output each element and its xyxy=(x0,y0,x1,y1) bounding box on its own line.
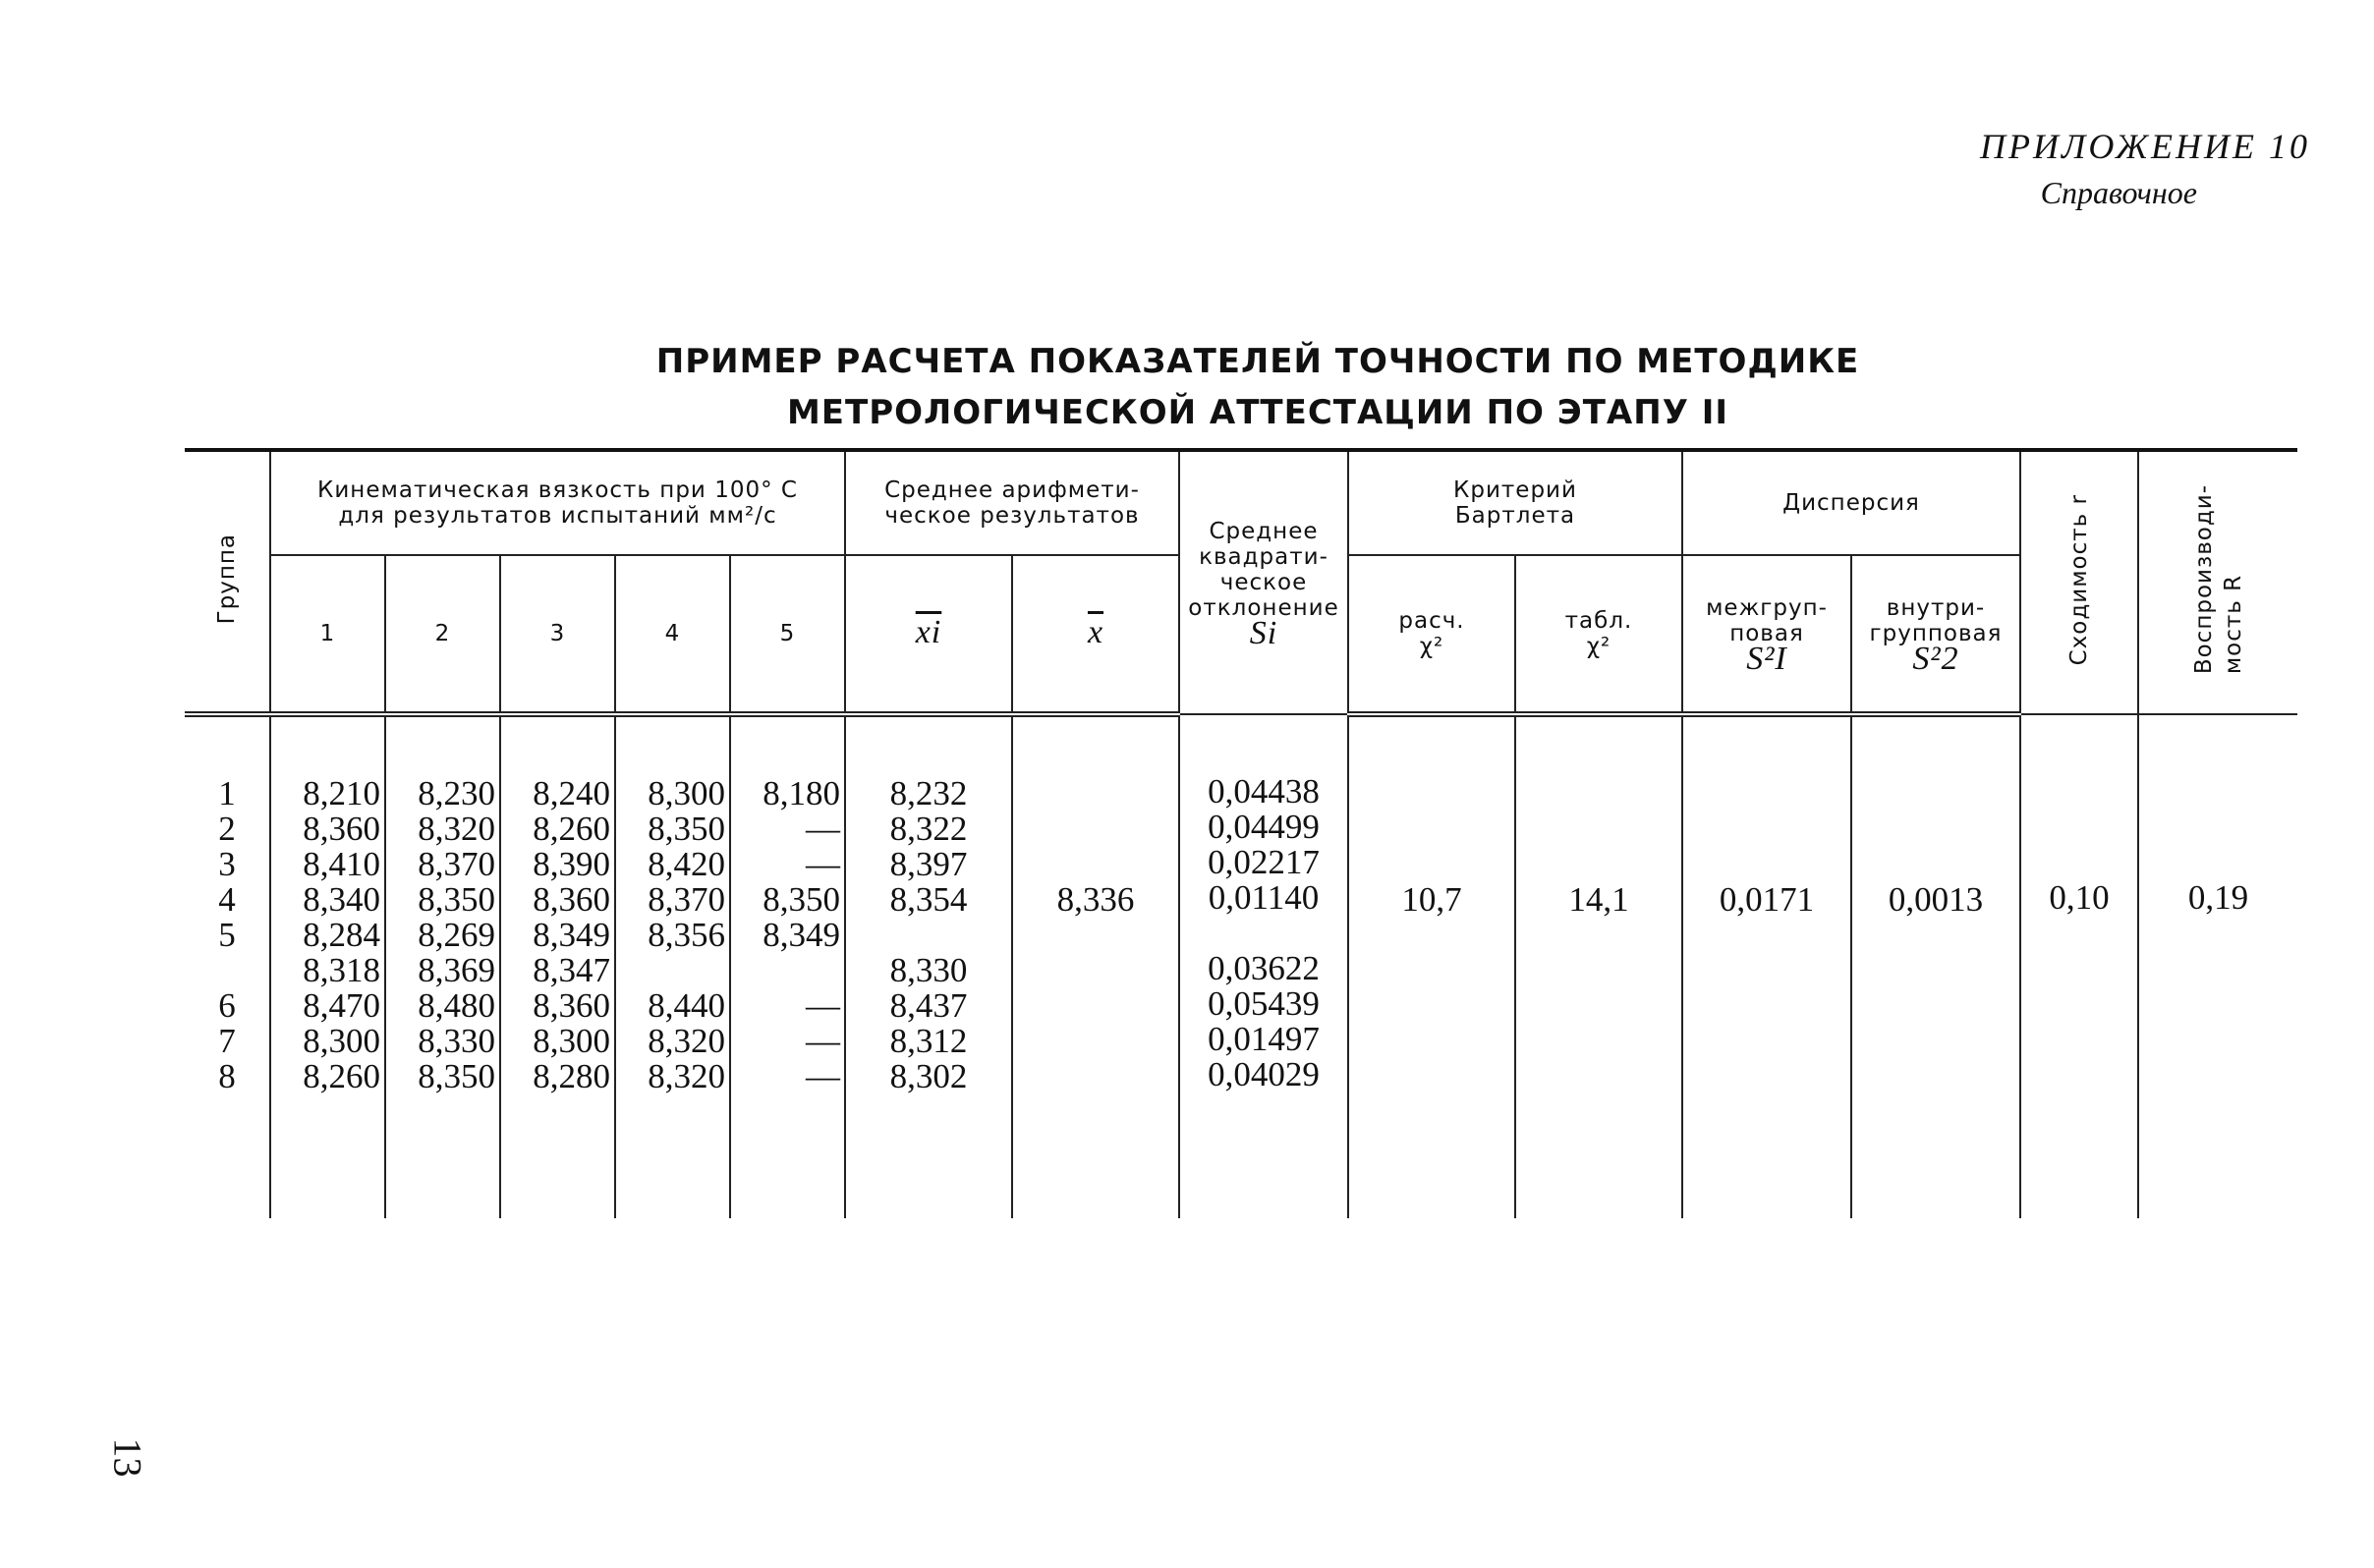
results-table xyxy=(185,448,2297,1218)
table-cell: 4 xyxy=(218,880,236,919)
chi2-table-value: 14,1 xyxy=(1568,880,1629,919)
table-cell: 0,01497 xyxy=(1208,1020,1320,1058)
s2-between-value: 0,0171 xyxy=(1719,880,1815,919)
header-test-3: 3 xyxy=(500,555,615,714)
table-cell: 8,369 xyxy=(418,951,495,989)
table-cell: 8,320 xyxy=(648,1022,725,1060)
header-viscosity: Кинематическая вязкость при 100° С для результатов испытаний мм²/с xyxy=(270,450,845,555)
table-cell xyxy=(616,953,725,988)
header-test-2: 2 xyxy=(385,555,500,714)
title-line-2: МЕТРОЛОГИЧЕСКОЙ АТТЕСТАЦИИ ПО ЭТАПУ II xyxy=(786,393,1729,432)
table-cell: 8,284 xyxy=(303,916,380,954)
header-bartlett: Критерий Бартлета xyxy=(1348,450,1682,555)
grand-mean-cell xyxy=(1012,714,1179,1218)
sd-symbol: Si xyxy=(1249,615,1278,651)
table-cell: 8,410 xyxy=(303,845,380,883)
reproducibility-cell xyxy=(2138,714,2297,1218)
header-std-deviation: Среднее квадрати- ческое отклонение Si xyxy=(1179,450,1348,714)
table-cell: 0,03622 xyxy=(1208,949,1320,987)
table-cell: 8,340 xyxy=(303,880,380,919)
table-cell: 8,347 xyxy=(533,951,610,989)
table-cell: 8,260 xyxy=(303,1057,380,1095)
table-cell: 8,360 xyxy=(303,810,380,848)
table-cell: 0,05439 xyxy=(1208,984,1320,1023)
group-numbers-column xyxy=(185,714,270,1218)
table-cell: 8,350 xyxy=(418,1057,495,1095)
table-cell: 3 xyxy=(218,845,236,883)
repeatability-cell xyxy=(2020,714,2138,1218)
table-cell: 8,312 xyxy=(889,1022,968,1060)
table-cell: 8,260 xyxy=(533,810,610,848)
chi2-table-cell xyxy=(1515,714,1682,1218)
table-cell: 0,04499 xyxy=(1208,808,1320,846)
table-cell: 8,318 xyxy=(303,951,380,989)
table-cell: 8,320 xyxy=(418,810,495,848)
group-mean-column xyxy=(845,714,1012,1218)
table-cell: 8,480 xyxy=(418,986,495,1025)
table-cell: 5 xyxy=(218,916,236,954)
test-2-column xyxy=(385,714,500,1218)
std-deviation-column xyxy=(1179,714,1348,1218)
table-cell: — xyxy=(806,986,840,1025)
title-line-1: ПРИМЕР РАСЧЕТА ПОКАЗАТЕЛЕЙ ТОЧНОСТИ ПО МЕТОДИКЕ xyxy=(655,342,1860,381)
table-cell: 8,440 xyxy=(648,986,725,1025)
table-cell: 8,390 xyxy=(533,845,610,883)
header-test-4: 4 xyxy=(615,555,730,714)
table-cell: 8,302 xyxy=(889,1057,968,1095)
table-cell: 8,370 xyxy=(648,880,725,919)
table-cell: 8 xyxy=(218,1057,236,1095)
table-cell: 8,437 xyxy=(889,986,968,1025)
header-repeatability: Сходимость r xyxy=(2020,450,2138,714)
test-5-column xyxy=(730,714,845,1218)
table-cell: — xyxy=(806,810,840,848)
table-cell: 8,397 xyxy=(889,845,968,883)
table-cell: — xyxy=(806,1022,840,1060)
table-cell: 8,350 xyxy=(763,880,840,919)
header-mean: Среднее арифмети- ческое результатов xyxy=(845,450,1179,555)
test-4-column xyxy=(615,714,730,1218)
chi2-calc-value: 10,7 xyxy=(1401,880,1462,919)
table-cell: 8,330 xyxy=(889,951,968,989)
table-cell: 8,354 xyxy=(889,880,968,919)
table-cell: 8,180 xyxy=(763,774,840,812)
table-cell: 2 xyxy=(218,810,236,848)
table-cell: 8,370 xyxy=(418,845,495,883)
table-cell xyxy=(846,918,1011,953)
table-cell: 8,300 xyxy=(533,1022,610,1060)
table-cell: 8,210 xyxy=(303,774,380,812)
header-chi2-table: табл. χ² xyxy=(1515,555,1682,714)
table-cell: 8,300 xyxy=(303,1022,380,1060)
header-dispersion-between: межгруп- повая S²I xyxy=(1682,555,1851,714)
appendix-title: ПРИЛОЖЕНИЕ 10 xyxy=(1980,127,2310,166)
repeatability-value: 0,10 xyxy=(2049,878,2110,917)
table-cell: 8,356 xyxy=(648,916,725,954)
reproducibility-value: 0,19 xyxy=(2187,878,2249,917)
appendix-label xyxy=(1980,126,2310,211)
header-dispersion: Дисперсия xyxy=(1682,450,2020,555)
s2-between-cell xyxy=(1682,714,1851,1218)
appendix-subtitle: Справочное xyxy=(2040,175,2197,210)
page-number: 13 xyxy=(105,1437,150,1478)
grand-mean-value: 8,336 xyxy=(1056,880,1135,919)
table-cell xyxy=(1180,916,1347,951)
header-reproducibility: Воспроизводи- мость R xyxy=(2138,450,2297,714)
table-cell: 8,280 xyxy=(533,1057,610,1095)
table-cell: 7 xyxy=(218,1022,236,1060)
table-cell xyxy=(731,953,840,988)
header-chi2-calc: расч. χ² xyxy=(1348,555,1515,714)
table-cell: 8,420 xyxy=(648,845,725,883)
table-cell: 8,330 xyxy=(418,1022,495,1060)
document-title xyxy=(531,336,1985,438)
table-cell: 8,349 xyxy=(533,916,610,954)
table-cell: 8,360 xyxy=(533,880,610,919)
table-cell xyxy=(185,953,269,988)
table-cell: — xyxy=(806,845,840,883)
table-cell: 8,360 xyxy=(533,986,610,1025)
table-cell: 0,02217 xyxy=(1208,843,1320,881)
table-cell: 0,04029 xyxy=(1208,1055,1320,1093)
table-cell: 0,04438 xyxy=(1208,772,1320,811)
header-test-1: 1 xyxy=(270,555,385,714)
header-mean-xi: $\overline{xi}$ xyxy=(845,555,1012,714)
table-cell: 8,350 xyxy=(418,880,495,919)
s2-within-cell xyxy=(1851,714,2020,1218)
table-cell: 8,350 xyxy=(648,810,725,848)
table-cell: 6 xyxy=(218,986,236,1025)
table-cell: — xyxy=(806,1057,840,1095)
table-cell: 8,230 xyxy=(418,774,495,812)
test-1-column xyxy=(270,714,385,1218)
s2-within-value: 0,0013 xyxy=(1888,880,1984,919)
header-test-5: 5 xyxy=(730,555,845,714)
chi2-calc-cell xyxy=(1348,714,1515,1218)
test-3-column xyxy=(500,714,615,1218)
table-cell: 8,240 xyxy=(533,774,610,812)
table-cell: 8,232 xyxy=(889,774,968,812)
header-mean-x: $\overline{x}$ xyxy=(1012,555,1179,714)
table-cell: 1 xyxy=(218,774,236,812)
table-cell: 8,470 xyxy=(303,986,380,1025)
header-group: Группа xyxy=(185,450,270,714)
table-cell: 8,322 xyxy=(889,810,968,848)
table-cell: 8,269 xyxy=(418,916,495,954)
table-cell: 8,320 xyxy=(648,1057,725,1095)
table-cell: 0,01140 xyxy=(1208,878,1320,917)
header-dispersion-within: внутри- групповая S²2 xyxy=(1851,555,2020,714)
table-cell: 8,349 xyxy=(763,916,840,954)
table-cell: 8,300 xyxy=(648,774,725,812)
